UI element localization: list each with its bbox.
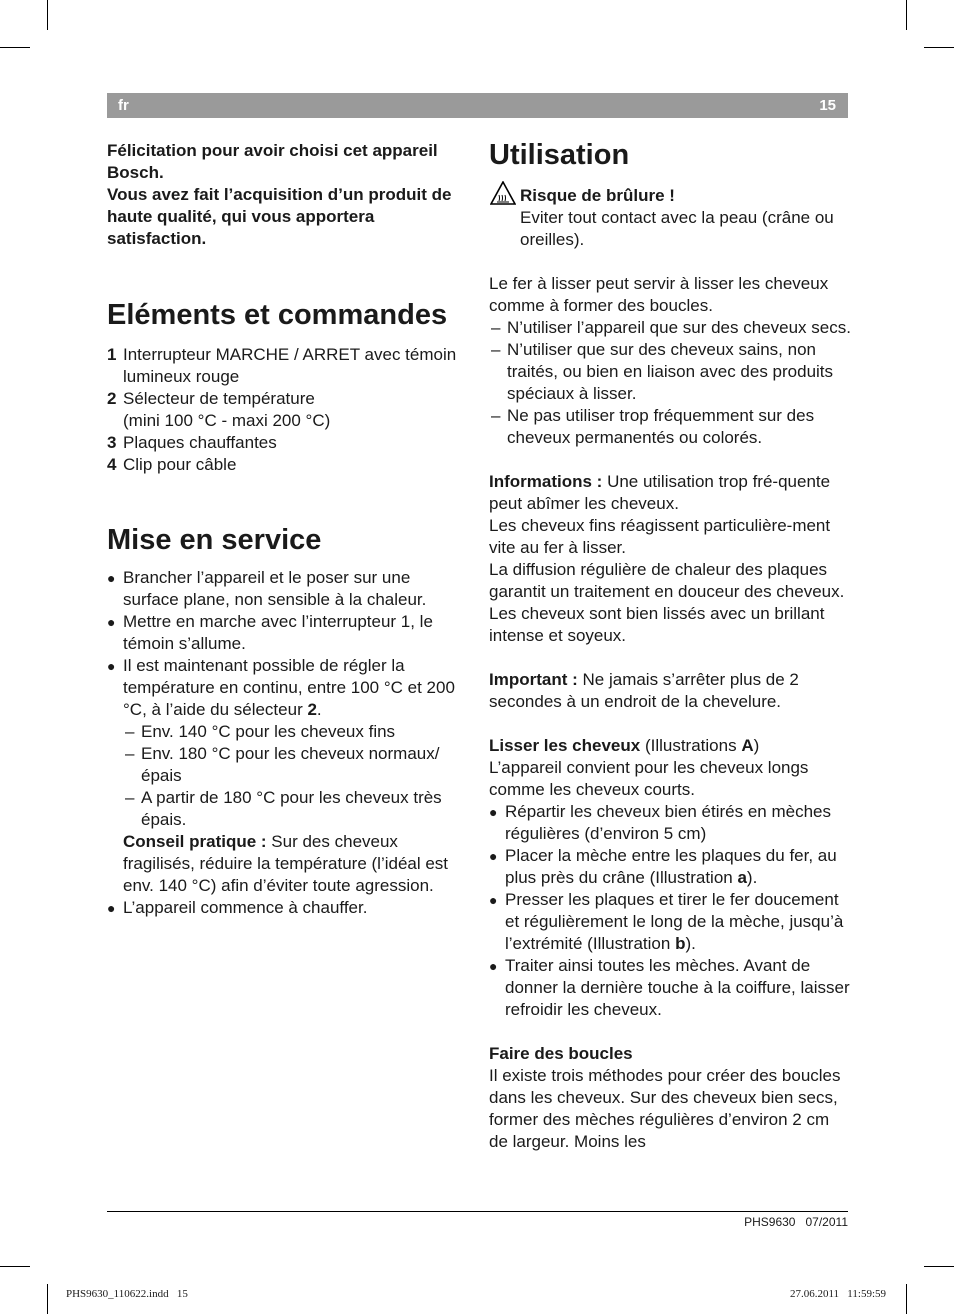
bullet-text-end: ). [746, 868, 758, 887]
spacer [489, 647, 851, 669]
bullet-icon: ● [489, 848, 498, 864]
print-slug-timestamp: 27.06.2011 11:59:59 [789, 1288, 886, 1300]
crop-mark [0, 1266, 30, 1267]
crop-mark [924, 47, 954, 48]
info-paragraph-3: La diffusion régulière de chaleur des plaques garantit un traitement en douceur des cheveux. [489, 560, 845, 601]
info-label: Informations : [489, 472, 603, 491]
tip-label: Conseil pratique : [123, 832, 267, 851]
boucles-heading [489, 1043, 851, 1065]
bullet-icon: ● [107, 900, 116, 916]
section-title-utilisation: Utilisation [489, 139, 630, 171]
spacer [489, 1021, 851, 1043]
edition-date: 07/2011 [805, 1215, 848, 1229]
bullet-icon: ● [489, 804, 498, 820]
tip-text: Sur des cheveux fragilisés, réduire la température (l’idéal est env. 140 °C) afin d’éviter toute agression. [123, 832, 449, 895]
warning-title: Risque de brûlure ! [520, 186, 675, 205]
section-title-mise-en-service: Mise en service [107, 524, 322, 556]
page-header-bar [107, 93, 848, 118]
dash-icon: – [491, 318, 501, 337]
list-item [107, 655, 467, 897]
footer-rule [107, 1211, 848, 1212]
list-item [123, 743, 467, 787]
print-slug-file: PHS9630_110622.indd 15 [66, 1288, 188, 1300]
bullet-text-end: . [316, 700, 322, 719]
bullet-text: Répartir les cheveux bien étirés en mèches régulières (d’environ 5 cm) [505, 802, 831, 843]
important-paragraph [489, 669, 851, 713]
warning-text: Eviter tout contact avec la peau (crâne ou oreilles). [520, 208, 834, 249]
bullet-text: Il est maintenant possible de régler la température en continu, entre 100 °C et 200 °C, à l’aide du sélecteur [123, 656, 455, 719]
crop-mark [0, 47, 30, 48]
burn-warning [489, 185, 851, 251]
bullet-text: Placer la mèche entre les plaques du fer, au plus près du crâne (Illustration [505, 846, 837, 887]
info-paragraph-2: Les cheveux fins réagissent particulière-ment vite au fer à lisser. [489, 516, 831, 557]
usage-dash-list [489, 317, 851, 449]
boucles-text: Il existe trois méthodes pour créer des boucles dans les cheveux. Sur des cheveux bien secs, former des mèches régulières d’environ 2 cm de largeur. Moins les [489, 1066, 841, 1151]
left-column [107, 140, 467, 919]
list-item [489, 339, 851, 405]
bullet-icon: ● [107, 570, 116, 586]
list-item [489, 845, 851, 889]
bullet-icon: ● [489, 892, 498, 908]
important-text: Ne jamais s’arrêter plus de 2 secondes à un endroit de la chevelure. [489, 670, 799, 711]
dash-icon: – [125, 788, 135, 807]
bullet-text-bold: b [675, 934, 686, 953]
list-item [107, 388, 467, 432]
list-item [489, 955, 851, 1021]
model-number: PHS9630 [744, 1215, 796, 1229]
lisser-label: Lisser les cheveux [489, 736, 641, 755]
mise-bullets [107, 567, 467, 919]
item-text: Sélecteur de température [123, 389, 315, 408]
footer-model-date [744, 1215, 848, 1229]
list-item [107, 344, 467, 388]
section-title-elements: Eléments et commandes [107, 299, 448, 331]
spacer [489, 713, 851, 735]
right-column [489, 140, 851, 1153]
item-number: 2 [107, 389, 117, 408]
item-text: Clip pour câble [123, 455, 237, 474]
spacer [489, 449, 851, 471]
list-item [107, 897, 467, 919]
list-item [123, 787, 467, 831]
dash-text: Env. 180 °C pour les cheveux normaux/ épais [141, 744, 440, 785]
list-item [107, 454, 467, 476]
bullet-text-bold: 2 [307, 700, 317, 719]
crop-mark [906, 0, 907, 30]
page-number: 15 [819, 97, 836, 114]
bullet-icon: ● [107, 658, 116, 674]
info-paragraph [489, 471, 851, 515]
dash-text: Env. 140 °C pour les cheveux fins [141, 722, 396, 741]
bullet-text-bold: a [737, 868, 747, 887]
bullet-text: L’appareil commence à chauffer. [123, 898, 368, 917]
dash-icon: – [491, 340, 501, 359]
dash-text: A partir de 180 °C pour les cheveux très épais. [141, 788, 442, 829]
important-label: Important : [489, 670, 578, 689]
list-item [489, 889, 851, 955]
list-item [107, 611, 467, 655]
item-number: 1 [107, 345, 117, 364]
bullet-text: Brancher l’appareil et le poser sur une surface plane, non sensible à la chaleur. [123, 568, 427, 609]
item-text-line2: (mini 100 °C - maxi 200 °C) [123, 411, 331, 430]
info-text: Une utilisation trop fré-quente peut abîmer les cheveux. [489, 472, 831, 513]
intro-paragraph: Le fer à lisser peut servir à lisser les cheveux comme à former des boucles. [489, 274, 829, 315]
list-item [123, 721, 467, 743]
bullet-text-end: ). [685, 934, 696, 953]
dash-text: N’utiliser que sur des cheveux sains, non traités, ou bien en liaison avec des produits spéciaux à lisser. [507, 340, 834, 403]
temperature-dash-list [123, 721, 467, 831]
tip-paragraph [123, 831, 467, 897]
item-number: 3 [107, 433, 117, 452]
crop-mark [47, 1284, 48, 1314]
dash-text: N’utiliser l’appareil que sur des cheveux secs. [507, 318, 851, 337]
list-item [107, 432, 467, 454]
dash-icon: – [125, 722, 135, 741]
lisser-intro: L’appareil convient pour les cheveux longs comme les cheveux courts. [489, 758, 809, 799]
crop-mark [906, 1284, 907, 1314]
lisser-heading [489, 735, 851, 757]
dash-icon: – [491, 406, 501, 425]
bullet-text: Traiter ainsi toutes les mèches. Avant de donner la dernière touche à la coiffure, laisser refroidir les cheveux. [505, 956, 850, 1019]
intro-line-2: Vous avez fait l’acquisition d’un produit de haute qualité, qui vous apportera satisfaction. [107, 185, 452, 248]
crop-mark [47, 0, 48, 30]
list-item [489, 405, 851, 449]
dash-icon: – [125, 744, 135, 763]
intro-line-1: Félicitation pour avoir choisi cet appareil Bosch. [107, 141, 438, 182]
language-code: fr [118, 97, 129, 114]
lisser-paren: (Illustrations [640, 736, 742, 755]
lisser-illustration-ref: A [741, 736, 754, 755]
bullet-text: Presser les plaques et tirer le fer doucement et régulièrement le long de la mèche, jusqu’à l’extrémité (Illustration [505, 890, 844, 953]
hot-surface-warning-icon [490, 181, 516, 205]
elements-list [107, 344, 467, 476]
item-text: Interrupteur MARCHE / ARRET avec témoin lumineux rouge [123, 345, 457, 386]
list-item [489, 801, 851, 845]
crop-mark [924, 1266, 954, 1267]
bullet-text: Mettre en marche avec l’interrupteur 1, le témoin s’allume. [123, 612, 433, 653]
bullet-icon: ● [107, 614, 116, 630]
lisser-paren-end: ) [753, 736, 760, 755]
boucles-title: Faire des boucles [489, 1044, 633, 1063]
lisser-bullets [489, 801, 851, 1021]
item-number: 4 [107, 455, 117, 474]
item-text: Plaques chauffantes [123, 433, 277, 452]
list-item [107, 567, 467, 611]
bullet-icon: ● [489, 958, 498, 974]
dash-text: Ne pas utiliser trop fréquemment sur des cheveux permanentés ou colorés. [507, 406, 815, 447]
list-item [489, 317, 851, 339]
info-paragraph-4: Les cheveux sont bien lissés avec un brillant intense et soyeux. [489, 604, 825, 645]
